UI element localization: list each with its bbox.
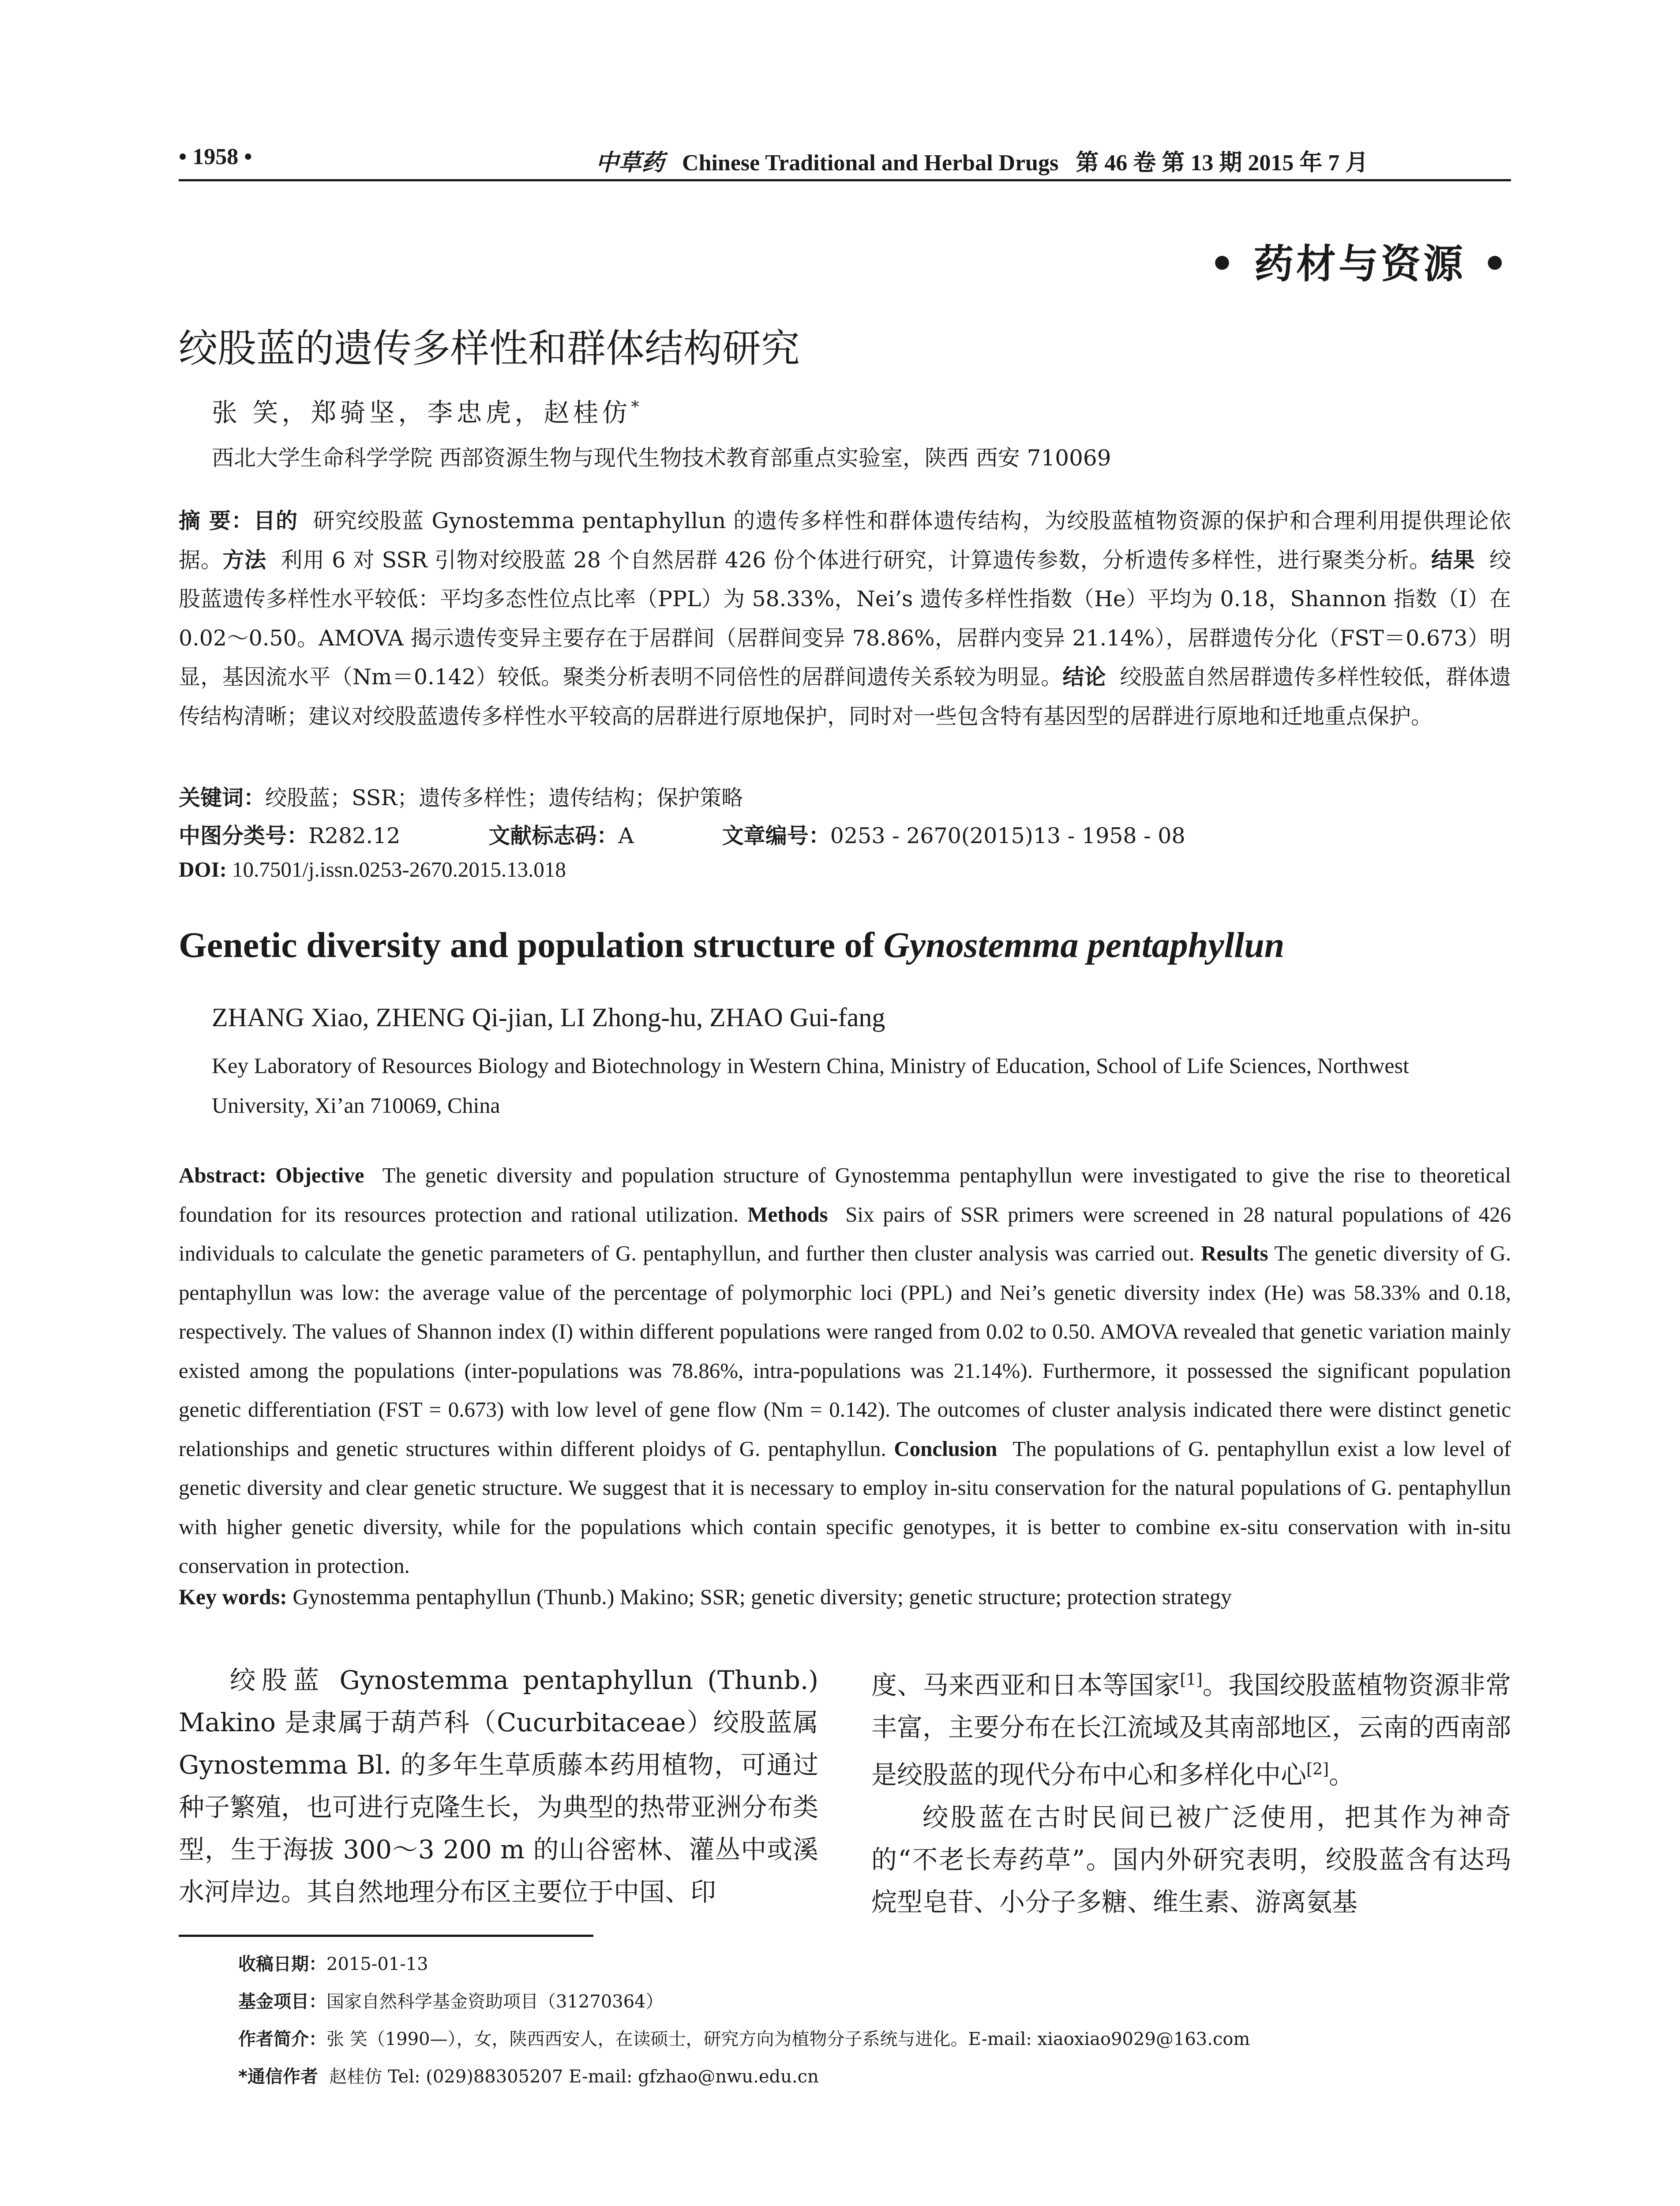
abstract-zh [179, 502, 1511, 736]
keywords-zh-text: 绞股蓝；SSR；遗传多样性；遗传结构；保护策略 [265, 785, 743, 810]
fund-label: 基金项目： [238, 1992, 326, 2012]
doi-label: DOI: [179, 857, 227, 882]
abstract-en-methods-label: Methods [747, 1202, 828, 1227]
citation-1[interactable]: [1] [1180, 1671, 1203, 1689]
body-column-right [871, 1659, 1511, 1923]
body-left-paragraph: 绞股蓝 Gynostemma pentaphyllun (Thunb.) Makino 是隶属于葫芦科（Cucurbitaceae）绞股蓝属 Gynostemma Bl. 的多年生草质藤本药用植物，可通过种子繁殖，也可进行克隆生长，为典型的热带亚洲分布类型，生于海拔 300～3 200 m 的山谷密林、灌丛中或溪水河岸边。其自然地理分布区主要位于中国、印 [179, 1665, 819, 1907]
footnote-divider [179, 1935, 593, 1937]
issue-info: 第 46 卷 第 13 期 2015 年 7 月 [1076, 150, 1369, 176]
methods-label: 方法 [222, 547, 266, 573]
body-right-paragraph-1 [871, 1659, 1511, 1796]
conclusion-label: 结论 [1062, 664, 1106, 690]
affiliation-zh: 西北大学生命科学学院 西部资源生物与现代生物技术教育部重点实验室，陕西 西安 710069 [212, 445, 1111, 471]
corresponding-mark: * [631, 398, 643, 416]
abstract-en-results-label: Results [1201, 1241, 1268, 1265]
objective-label: 目的 [253, 508, 298, 533]
authors-zh [212, 392, 642, 429]
bio-label: 作者简介： [238, 2029, 326, 2049]
abstract-en-results: The genetic diversity of G. pentaphyllun was low: the average value of the percentage of polymorphic loci (PPL) and Nei’s genetic diversity index (He) was 58.33% and 0.18, respectively. The values of Shannon index (I) within different populations were ranged from 0.02 to 0.50. AMOVA revealed that genetic variation mainly existed among the populations (inter-populations was 78.86%, intra-populations was 21.14%). Furthermore, it possessed the significant population genetic differentiation (FST = 0.673) with low level of gene flow (Nm = 0.142). The outcomes of cluster analysis indicated there were distinct genetic relationships and genetic structures within different ploidys of G. pentaphyllun. [179, 1241, 1511, 1461]
section-label: • 药材与资源 • [1209, 240, 1510, 287]
footnote-received [238, 1950, 428, 1975]
keywords-en [179, 1584, 1232, 1609]
corresponding-text: 赵桂仿 Tel: (029)88305207 E-mail: gfzhao@nwu.edu.cn [329, 2067, 819, 2087]
article-number: 0253 - 2670(2015)13 - 1958 - 08 [830, 823, 1185, 848]
journal-name-en: Chinese Traditional and Herbal Drugs [682, 150, 1059, 176]
keywords-en-label: Key words: [179, 1584, 287, 1609]
title-en [179, 924, 1284, 966]
results-label: 结果 [1431, 547, 1475, 573]
footnote-corresponding [238, 2063, 819, 2088]
abstract-zh-label: 摘 要： [179, 508, 254, 533]
affiliation-en: Key Laboratory of Resources Biology and Biotechnology in Western China, Ministry of Education, School of Life Sciences, Northwest University, Xi’an 710069, China [212, 1053, 1409, 1118]
footnote-fund [238, 1988, 664, 2013]
methods-text: 利用 6 对 SSR 引物对绞股蓝 28 个自然居群 426 份个体进行研究，计算遗传参数，分析遗传多样性，进行聚类分析。 [281, 547, 1431, 573]
page-number: • 1958 • [179, 144, 252, 169]
classification-line [179, 819, 1185, 850]
body-right-text-b: 。我国绞股蓝植物资源非常丰富，主要分布在长江流域及其南部地区，云南的西南部是绞股蓝的现代分布中心和多样化中心 [871, 1670, 1511, 1790]
footnote-author-bio [238, 2025, 1250, 2050]
clc-label: 中图分类号： [179, 823, 309, 848]
body-column-left [179, 1659, 818, 1913]
abstract-en-conclusion-label: Conclusion [894, 1436, 998, 1461]
doi-line [179, 857, 566, 882]
title-zh: 绞股蓝的遗传多样性和群体结构研究 [179, 326, 800, 371]
doc-code-label: 文献标志码： [488, 823, 619, 848]
body-right-text-a: 度、马来西亚和日本等国家 [871, 1670, 1180, 1700]
clc-code: R282.12 [308, 823, 401, 848]
conclusion-text: 绞股蓝自然居群遗传多样性较低，群体遗传结构清晰；建议对绞股蓝遗传多样性水平较高的居群进行原地保护，同时对一些包含特有基因型的居群进行原地和迁地重点保护。 [179, 664, 1511, 729]
received-label: 收稿日期： [238, 1954, 326, 1974]
journal-name-zh: 中草药 [596, 149, 665, 176]
article-number-label: 文章编号： [722, 823, 830, 848]
objective-text: 研究绞股蓝 Gynostemma pentaphyllun 的遗传多样性和群体遗传结构，为绞股蓝植物资源的保护和合理利用提供理论依据。 [179, 508, 1511, 573]
authors-en: ZHANG Xiao, ZHENG Qi-jian, LI Zhong-hu, ZHAO Gui-fang [212, 1003, 885, 1032]
keywords-en-text: Gynostemma pentaphyllun (Thunb.) Makino; SSR; genetic diversity; genetic structure; protection strategy [292, 1584, 1232, 1609]
journal-info [596, 144, 1368, 177]
title-en-text: Genetic diversity and population structure of [179, 925, 884, 965]
keywords-zh-label: 关键词： [179, 785, 266, 810]
title-en-species: Gynostemma pentaphyllun [883, 925, 1285, 965]
abstract-en-objective: The genetic diversity and population structure of Gynostemma pentaphyllun were investigated to give the rise to theoretical foundation for its resources protection and rational utilization. [179, 1163, 1511, 1227]
doc-code: A [618, 823, 634, 848]
corresponding-label: *通信作者 [238, 2067, 318, 2087]
abstract-en-conclusion: The populations of G. pentaphyllun exist a low level of genetic diversity and clear genetic structure. We suggest that it is necessary to employ in-situ conservation for the natural populations of G. pentaphyllun with higher genetic diversity, while for the populations which contain specific genotypes, it is better to combine ex-situ conservation with in-situ conservation in protection. [179, 1436, 1511, 1578]
received-date: 2015-01-13 [326, 1954, 428, 1974]
results-text: 绞股蓝遗传多样性水平较低：平均多态性位点比率（PPL）为 58.33%，Nei’s 遗传多样性指数（He）平均为 0.18，Shannon 指数（I）在 0.02～0.50。AMOVA 揭示遗传变异主要存在于居群间（居群间变异 78.86%，居群内变异 21.14%），居群遗传分化（FST＝0.673）明显，基因流水平（Nm＝0.142）较低。聚类分析表明不同倍性的居群间遗传关系较为明显。 [179, 547, 1511, 690]
fund-text: 国家自然科学基金资助项目（31270364） [326, 1992, 664, 2012]
authors-zh-names: 张 笑，郑骑坚，李忠虎，赵桂仿 [212, 398, 631, 428]
doi-link[interactable]: 10.7501/j.issn.0253-2670.2015.13.018 [232, 857, 566, 882]
abstract-en-methods: Six pairs of SSR primers were screened in 28 natural populations of 426 individuals to calculate the genetic parameters of G. pentaphyllun, and further then cluster analysis was carried out. [179, 1202, 1511, 1265]
bio-text: 张 笑（1990—），女，陕西西安人，在读硕士，研究方向为植物分子系统与进化。E-mail: xiaoxiao9029@163.com [326, 2029, 1250, 2049]
body-right-text-c: 。 [1329, 1760, 1355, 1790]
running-header [179, 140, 1511, 181]
keywords-zh [179, 781, 743, 812]
citation-2[interactable]: [2] [1306, 1760, 1329, 1779]
abstract-en-label: Abstract: Objective [179, 1163, 364, 1187]
abstract-en [179, 1156, 1511, 1586]
body-right-paragraph-2: 绞股蓝在古时民间已被广泛使用，把其作为神奇的“不老长寿药草”。国内外研究表明，绞股蓝含有达玛烷型皂苷、小分子多糖、维生素、游离氨基 [871, 1802, 1511, 1917]
